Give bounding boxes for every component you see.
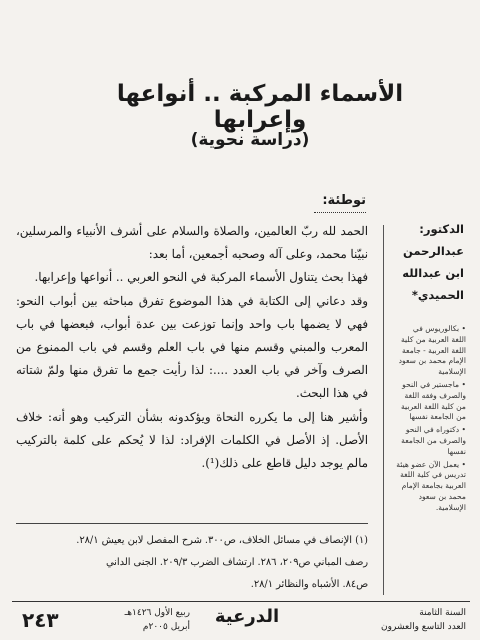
author-title: الدكتور: bbox=[419, 222, 464, 236]
footnote-line: ص٨٤. الأشباه والنظائر ٢٨/١. bbox=[250, 579, 368, 590]
author-last-name: الحميدي* bbox=[411, 288, 464, 302]
footnote-separator bbox=[16, 523, 368, 524]
heading-underline bbox=[314, 212, 366, 213]
issue-date bbox=[106, 606, 190, 634]
bio-item: • ماجستير في النحو والصرف وفقه اللغة من كلية اللغة العربية من الجامعة نفسها bbox=[400, 379, 466, 422]
journal-logo: الدرعية bbox=[214, 606, 280, 627]
issue-number: العدد التاسع والعشرون bbox=[381, 622, 466, 632]
page-footer bbox=[0, 606, 480, 640]
author-name-block bbox=[392, 218, 464, 306]
hijri-date: ربيع الأول ١٤٢٦هـ bbox=[124, 608, 190, 618]
body-paragraph: وقد دعاني إلى الكتابة في هذا الموضوع تفرق مباحثه بين أبواب النحو: فهي لا يضمها باب واحد وإنما توزعت بين عدة أبواب، فبعضها في باب المعرب والمبني وقسم منها في باب العلم وقسم في باب الممنوع من الصرف وآخر في باب العدد ....: لذا رأيت جمع ما تفرق منها ولمّ شتاته في هذا البحث. bbox=[16, 293, 368, 401]
article-subtitle: (دراسة نحوية) bbox=[190, 130, 310, 150]
article-body bbox=[16, 220, 368, 475]
bio-item: • بكالوريوس في اللغة العربية من كلية اللغة العربية - جامعة الإمام محمد بن سعود الإسلامية bbox=[398, 324, 466, 377]
bio-item: • يعمل الآن عضو هيئة تدريس في كلية اللغة العربية بجامعة الإمام محمد بن سعود الإسلامية. bbox=[396, 459, 466, 512]
article-title: الأسماء المركبة .. أنواعها وإعرابها bbox=[116, 81, 404, 134]
footnote-line: (١) الإنصاف في مسائل الخلاف، ص٣٠٠. شرح المفصل لابن يعيش ٢٨/١. bbox=[76, 535, 368, 546]
issue-info bbox=[366, 606, 466, 634]
gregorian-date: أبريل ٢٠٠٥م bbox=[142, 622, 190, 632]
section-heading: توطئة: bbox=[322, 193, 366, 208]
page-number: ٢٤٣ bbox=[22, 608, 59, 632]
footer-rule bbox=[12, 601, 470, 602]
body-paragraph: الحمد لله ربّ العالمين، والصلاة والسلام على أشرف الأنبياء والمرسلين، نبيّنا محمد، وعلى آله وصحبه أجمعين، أما بعد: bbox=[16, 224, 368, 262]
footnote-line: رصف المباني ص٢٠٩، ٢٨٦. ارتشاف الضرب ٢٠٩/٣. الجنى الداني bbox=[105, 557, 368, 568]
column-divider bbox=[383, 225, 384, 595]
author-bio bbox=[396, 324, 466, 516]
body-paragraph: وأشير هنا إلى ما يكرره النحاة ويؤكدونه بشأن التركيب وهو أنه: خلاف الأصل. إذ الأصل في الكلمات الإفراد: لذا لا يُحكم على كلمة بالتركيب مالم يوجد دليل قاطع على ذلك(¹). bbox=[16, 409, 368, 471]
footnote bbox=[12, 530, 368, 596]
author-first-name: عبدالرحمن bbox=[403, 244, 464, 258]
issue-year: السنة الثامنة bbox=[419, 608, 466, 618]
body-paragraph: فهذا بحث يتناول الأسماء المركبة في النحو العربي .. أنواعها وإعرابها. bbox=[34, 270, 368, 285]
bio-item: • دكتوراه في النحو والصرف من الجامعة نفسها bbox=[401, 425, 466, 456]
author-middle-name: ابن عبدالله bbox=[402, 266, 464, 280]
